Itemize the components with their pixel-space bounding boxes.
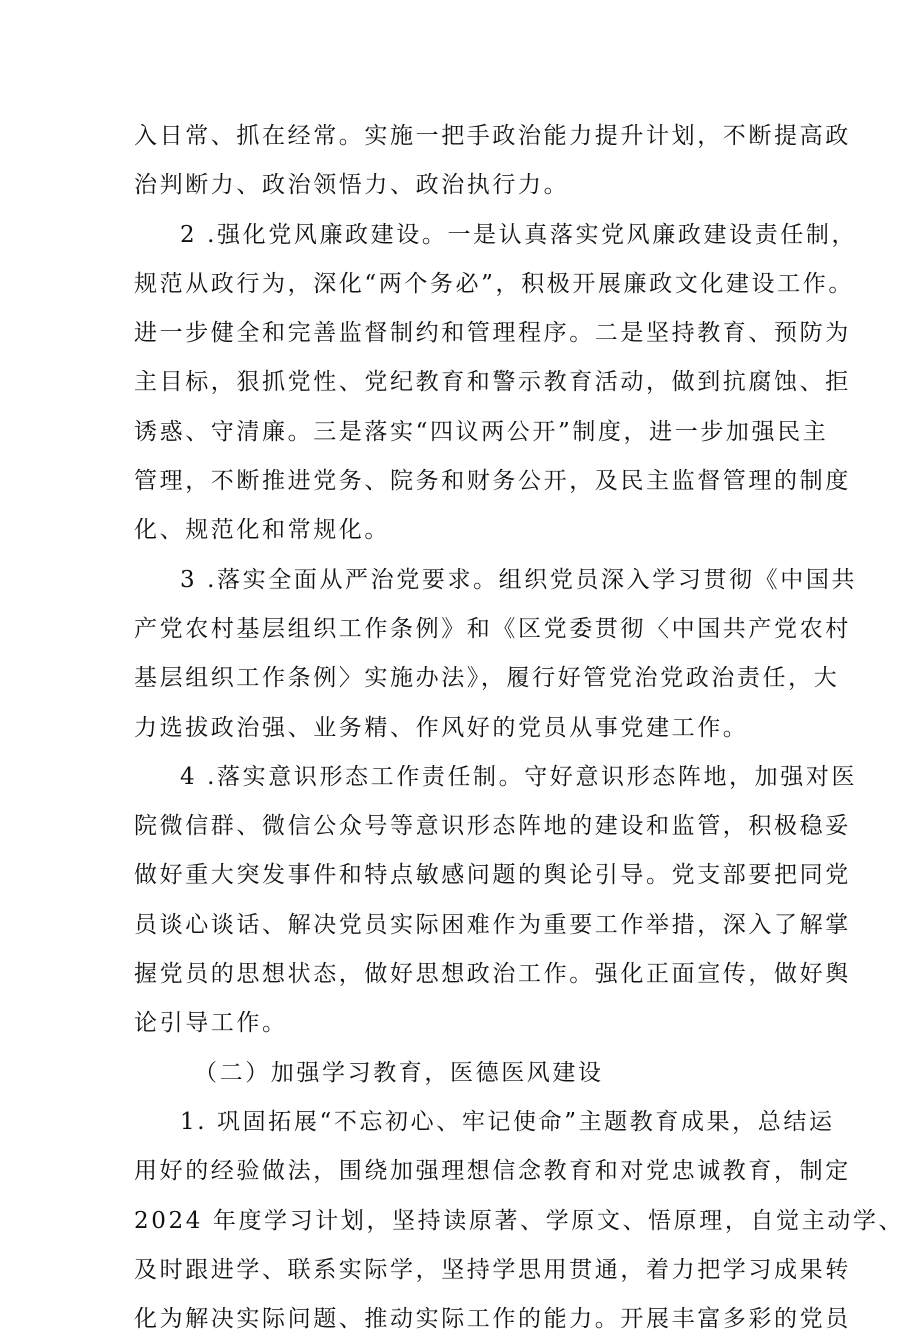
text-line: 入日常、抓在经常。实施一把手政治能力提升计划，不断提高政 [134, 123, 851, 149]
text-line: 管理，不断推进党务、院务和财务公开，及民主监督管理的制度 [134, 468, 851, 495]
section-heading: （二）加强学习教育，医德医风建设 [194, 1059, 604, 1086]
text-line: 治判断力、政治领悟力、政治执行力。 [134, 172, 570, 199]
text-line: 进一步健全和完善监督制约和管理程序。二是坚持教育、预防为 [134, 320, 851, 347]
document-body [134, 112, 905, 1344]
text-line: 规范从政行为，深化“两个务必”，积极开展廉政文化建设工作。 [134, 270, 854, 297]
text-line: 诱惑、守清廉。三是落实“四议两公开”制度，进一步加强民主 [134, 418, 829, 445]
text-line: 产党农村基层组织工作条例》和《区党委贯彻〈中国共产党农村 [134, 615, 851, 642]
text-line: 主目标，狠抓党性、党纪教育和警示教育活动，做到抗腐蚀、拒 [134, 369, 851, 396]
text-line: 及时跟进学、联系实际学，坚持学思用贯通，着力把学习成果转 [134, 1256, 851, 1283]
text-line: 论引导工作。 [134, 1010, 288, 1037]
paragraph-section2-1-start: 1. 巩固拓展“不忘初心、牢记使命”主题教育成果，总结运 [180, 1108, 835, 1135]
text-line: 力选拔政治强、业务精、作风好的党员从事党建工作。 [134, 714, 749, 741]
text-line: 2024 年度学习计划，坚持读原著、学原文、悟原理，自觉主动学、 [134, 1207, 905, 1234]
paragraph-2-start: 2 .强化党风廉政建设。一是认真落实党风廉政建设责任制， [180, 221, 858, 248]
text-line: 化为解决实际问题、推动实际工作的能力。开展丰富多彩的党员 [134, 1306, 851, 1333]
text-line: 做好重大突发事件和特点敏感问题的舆论引导。党支部要把同党 [134, 862, 851, 889]
text-line: 握党员的思想状态，做好思想政治工作。强化正面宣传，做好舆 [134, 961, 851, 988]
text-line: 院微信群、微信公众号等意识形态阵地的建设和监管，积极稳妥 [134, 813, 851, 840]
text-line: 化、规范化和常规化。 [134, 517, 390, 544]
paragraph-3-start: 3 .落实全面从严治党要求。组织党员深入学习贯彻《中国共 [180, 566, 858, 593]
text-line: 用好的经验做法，围绕加强理想信念教育和对党忠诚教育，制定 [134, 1158, 851, 1185]
text-line: 员谈心谈话、解决党员实际困难作为重要工作举措，深入了解掌 [134, 911, 851, 938]
paragraph-4-start: 4 .落实意识形态工作责任制。守好意识形态阵地，加强对医 [180, 763, 858, 790]
text-line: 基层组织工作条例〉实施办法》，履行好管党治党政治责任，大 [134, 665, 840, 692]
